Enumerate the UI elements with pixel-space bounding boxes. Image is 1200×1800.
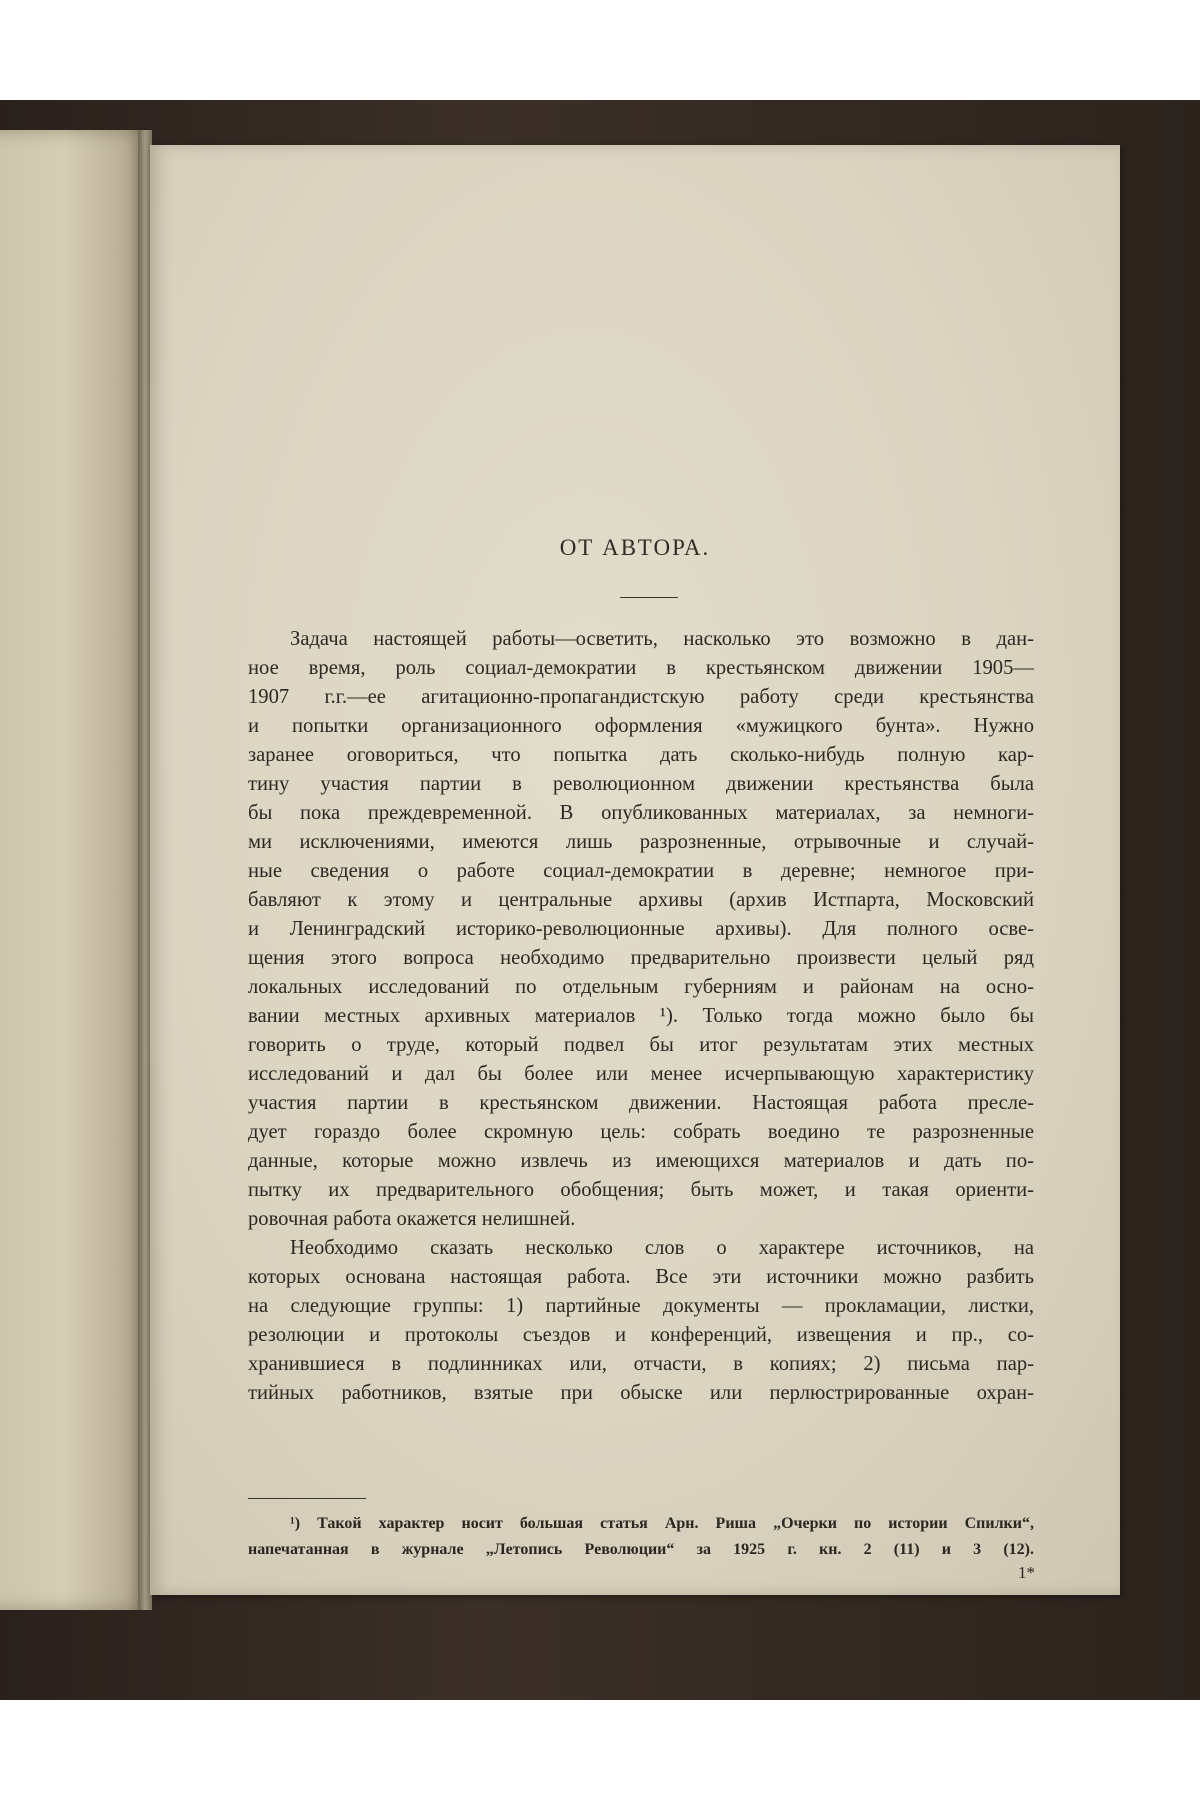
paragraph-line: которых основана настоящая работа. Все эти источники можно разбить (248, 1266, 1034, 1288)
paragraph-line: дует гораздо более скромную цель: собрать воедино те разрозненные (248, 1121, 1034, 1143)
paragraph-line: исследований и дал бы более или менее исчерпывающую характеристику (248, 1063, 1034, 1085)
paragraph-line: бы пока преждевременной. В опубликованных материалах, за немноги- (248, 802, 1034, 824)
right-page (150, 145, 1120, 1595)
paragraph-line: ровочная работа окажется нелишней. (248, 1208, 576, 1230)
footnote-line: ¹) Такой характер носит большая статья Арн. Риша „Очерки по истории Спилки“, (290, 1515, 1034, 1532)
paragraph-line: хранившиеся в подлинниках или, отчасти, в копиях; 2) письма пар- (248, 1353, 1034, 1375)
paragraph-line: Необходимо сказать несколько слов о характере источников, на (290, 1237, 1034, 1259)
paragraph-line: ное время, роль социал-демократии в крестьянском движении 1905— (248, 657, 1034, 679)
paragraph-line: Задача настоящей работы—осветить, насколько это возможно в дан- (290, 628, 1034, 650)
paragraph-line: участия партии в крестьянском движении. Настоящая работа пресле- (248, 1092, 1034, 1114)
footnote-line: напечатанная в журнале „Летопись Революции“ за 1925 г. кн. 2 (11) и 3 (12). (248, 1541, 1034, 1558)
paragraph-line: бавляют к этому и центральные архивы (архив Истпарта, Московский (248, 889, 1034, 911)
paragraph-line: щения этого вопроса необходимо предварительно произвести целый ряд (248, 947, 1034, 969)
paragraph-line: локальных исследований по отдельным губерниям и районам на осно- (248, 976, 1034, 998)
page-heading: ОТ АВТОРА. (559, 535, 711, 560)
paragraph-line: и Ленинградский историко-революционные архивы). Для полного осве- (248, 918, 1034, 940)
paragraph-line: и попытки организационного оформления «мужицкого бунта». Нужно (248, 715, 1034, 737)
paragraph-line: пытку их предварительного обобщения; быть может, и такая ориенти- (248, 1179, 1034, 1201)
book-photo (0, 100, 1200, 1700)
paragraph-line: на следующие группы: 1) партийные документы — прокламации, листки, (248, 1295, 1034, 1317)
paragraph-line: ми исключениями, имеются лишь разрозненные, отрывочные и случай- (248, 831, 1034, 853)
footnote (248, 1511, 1034, 1563)
paragraph-line: ные сведения о работе социал-демократии в деревне; немногое при- (248, 860, 1034, 882)
footnote-rule (248, 1498, 366, 1499)
paragraph-line: вании местных архивных материалов ¹). Только тогда можно было бы (248, 1005, 1034, 1027)
body-text (248, 625, 1034, 1408)
paragraph-line: данные, которые можно извлечь из имеющихся материалов и дать по- (248, 1150, 1034, 1172)
paragraph-line: говорить о труде, который подвел бы итог результатам этих местных (248, 1034, 1034, 1056)
paragraph-line: тийных работников, взятые при обыске или перлюстрированные охран- (248, 1382, 1034, 1404)
paragraph-line: заранее оговориться, что попытка дать сколько-нибудь полную кар- (248, 744, 1034, 766)
paragraph-line: тину участия партии в революционном движении крестьянства была (248, 773, 1034, 795)
page-signature: 1* (1018, 1563, 1035, 1582)
left-page-edge (0, 130, 150, 1610)
heading-rule (620, 597, 678, 598)
paragraph-line: 1907 г.г.—ее агитационно-пропагандистскую работу среди крестьянства (248, 686, 1034, 708)
paragraph-line: резолюции и протоколы съездов и конференций, извещения и пр., со- (248, 1324, 1034, 1346)
